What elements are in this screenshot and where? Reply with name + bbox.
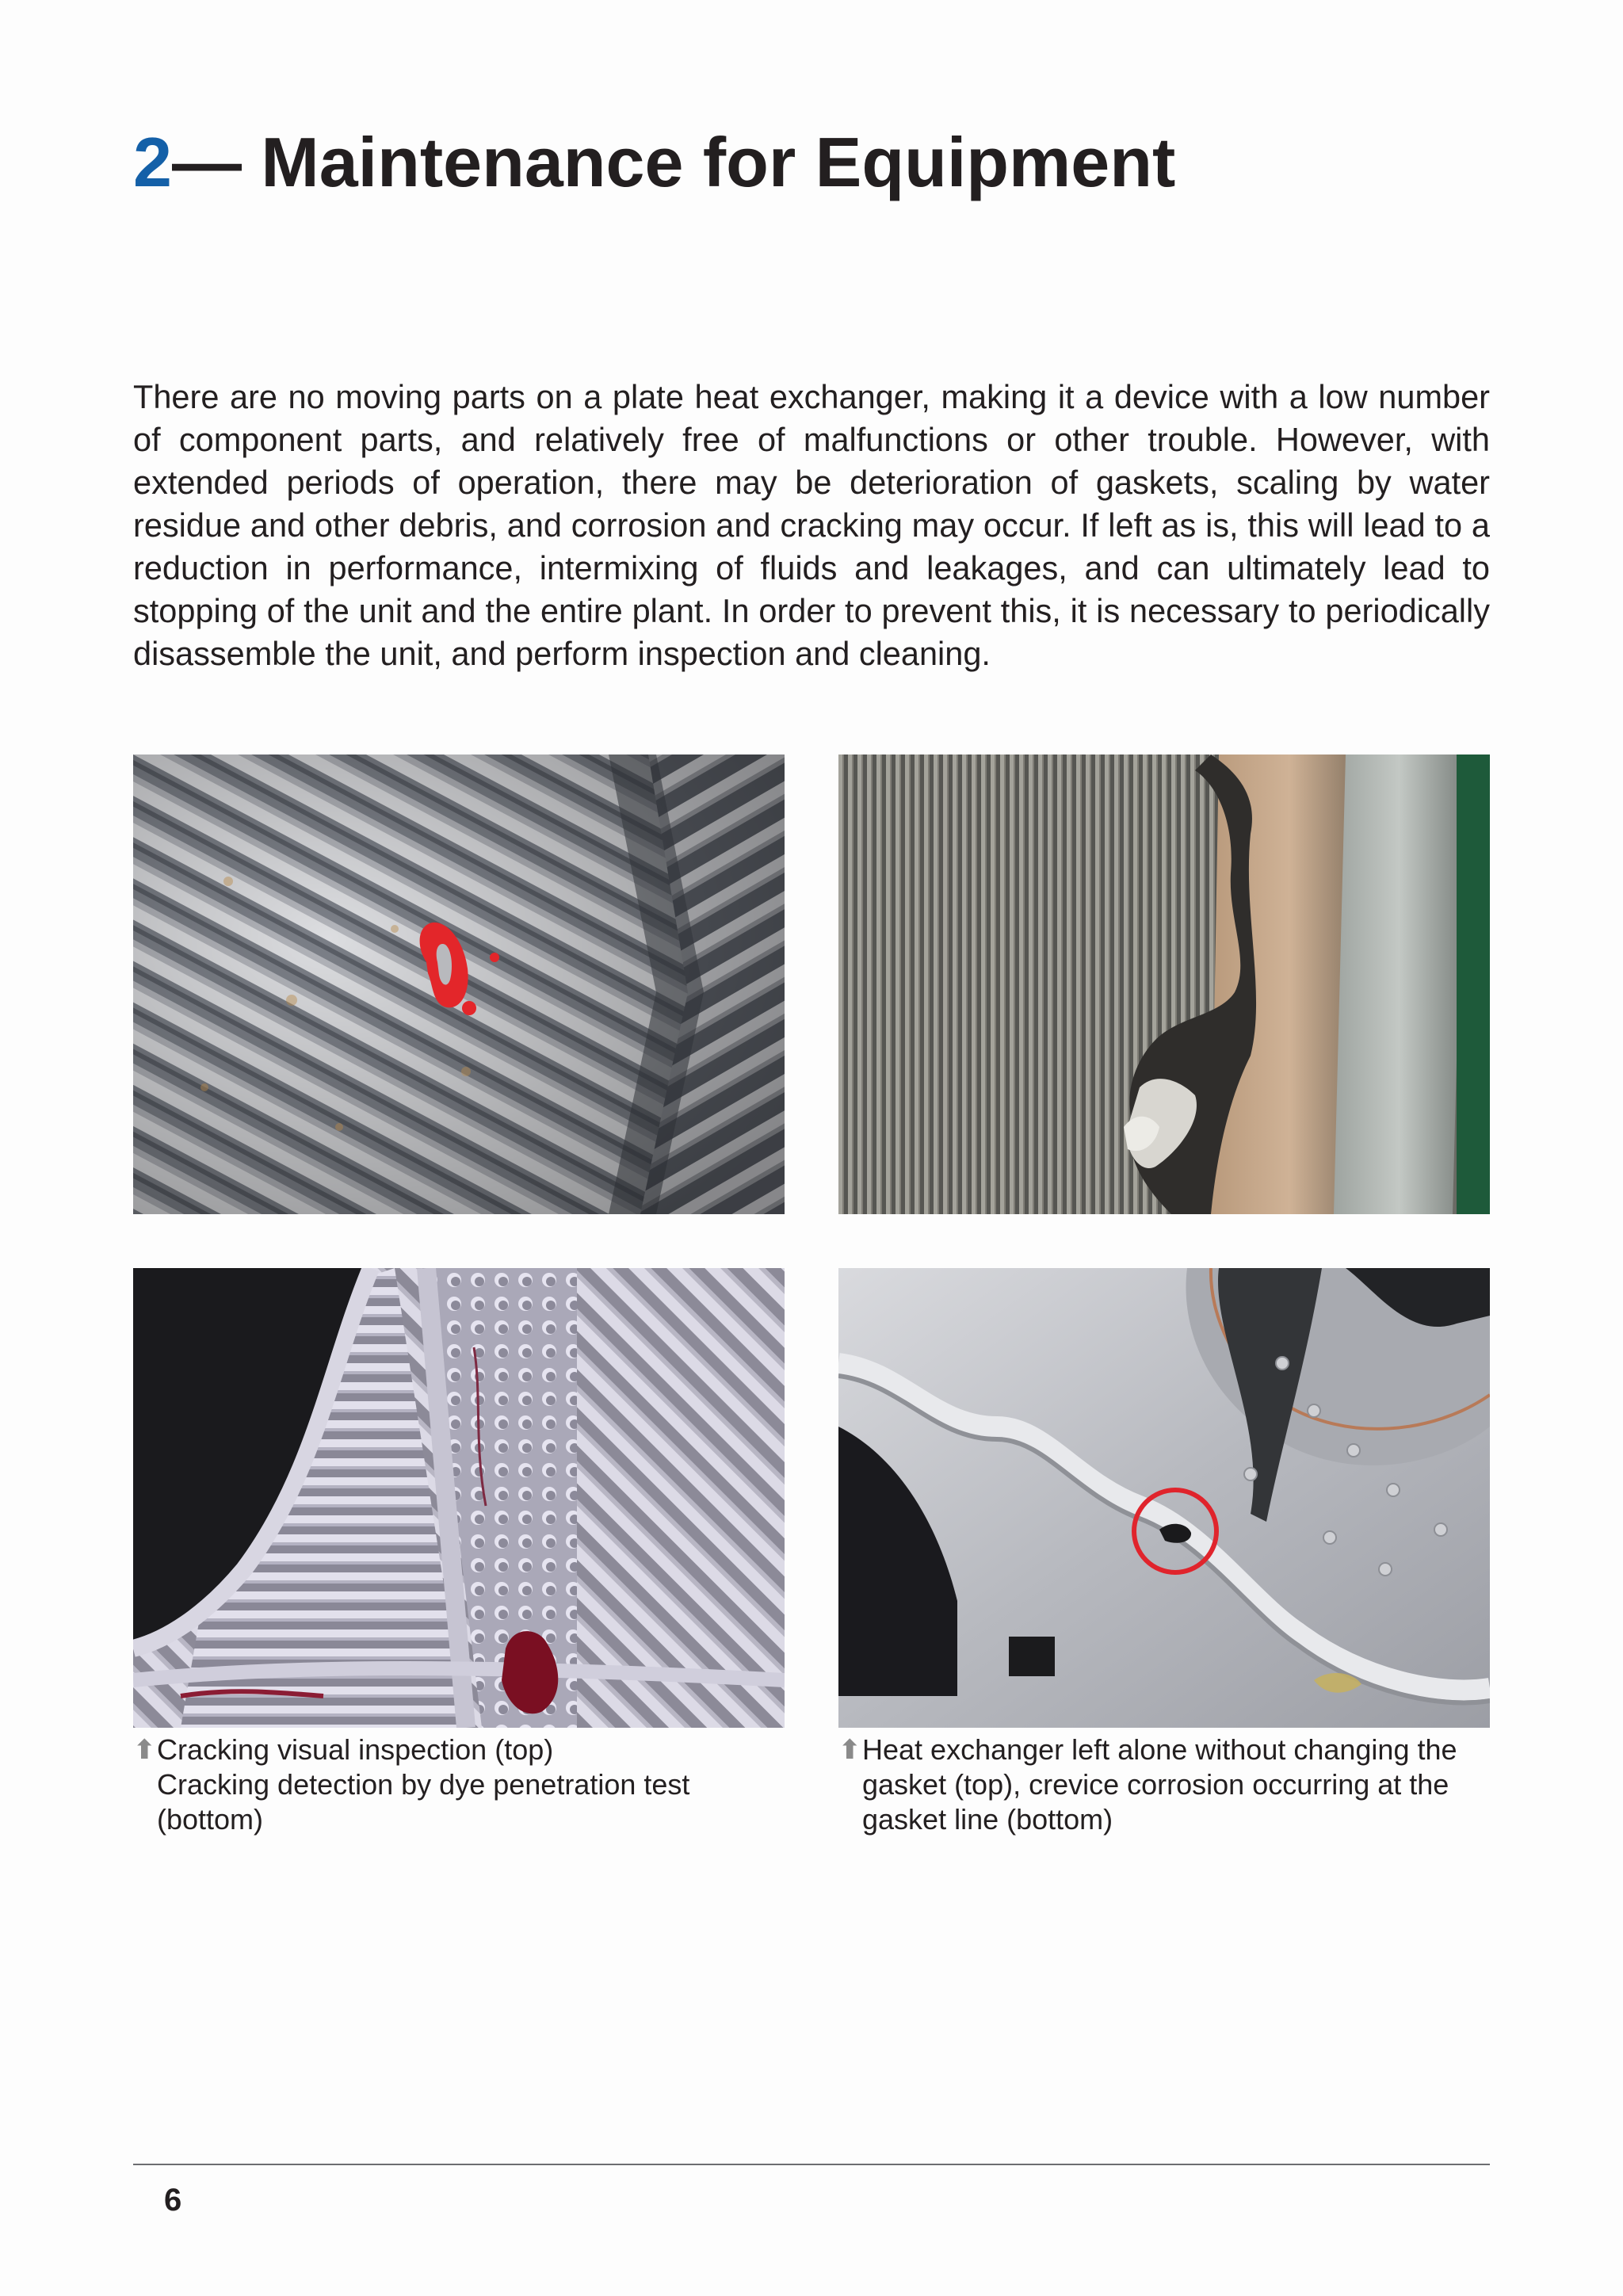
caption-right-line: gasket (top), crevice corrosion occurring at the xyxy=(862,1768,1449,1801)
caption-left-line: (bottom) xyxy=(157,1803,264,1836)
caption-right-line: Heat exchanger left alone without changing the xyxy=(862,1733,1457,1766)
photo-crevice-corrosion xyxy=(838,1268,1490,1728)
up-arrow-icon: ⬆ xyxy=(133,1735,156,1765)
section-title: — Maintenance for Equipment xyxy=(171,123,1176,201)
up-arrow-icon: ⬆ xyxy=(838,1735,861,1765)
page-number: 6 xyxy=(164,2183,182,2218)
caption-right xyxy=(838,1733,1490,1837)
photo-dye-penetration-test xyxy=(133,1268,785,1728)
caption-right-line: gasket line (bottom) xyxy=(862,1803,1113,1836)
caption-left xyxy=(133,1733,785,1837)
photo-crack-visual-inspection xyxy=(133,755,785,1214)
intro-paragraph: There are no moving parts on a plate heat exchanger, making it a device with a low number of component parts, and relatively free of malfunctions or other trouble. However, with extended periods of operation, there may be deterioration of gaskets, scaling by water residue and other debris, and corrosion and cracking may occur. If left as is, this will lead to a reduction in performance, intermixing of fluids and leakages, and can ultimately lead to stopping of the unit and the entire plant. In order to prevent this, it is necessary to periodically disassemble the unit, and perform inspection and cleaning. xyxy=(133,378,1490,672)
caption-left-line: Cracking visual inspection (top) xyxy=(157,1733,554,1766)
page-title xyxy=(133,119,1175,206)
caption-left-line: Cracking detection by dye penetration test xyxy=(157,1768,690,1801)
footer-divider xyxy=(133,2164,1490,2165)
section-number: 2 xyxy=(133,123,172,201)
photo-unchanged-gasket xyxy=(838,755,1490,1214)
